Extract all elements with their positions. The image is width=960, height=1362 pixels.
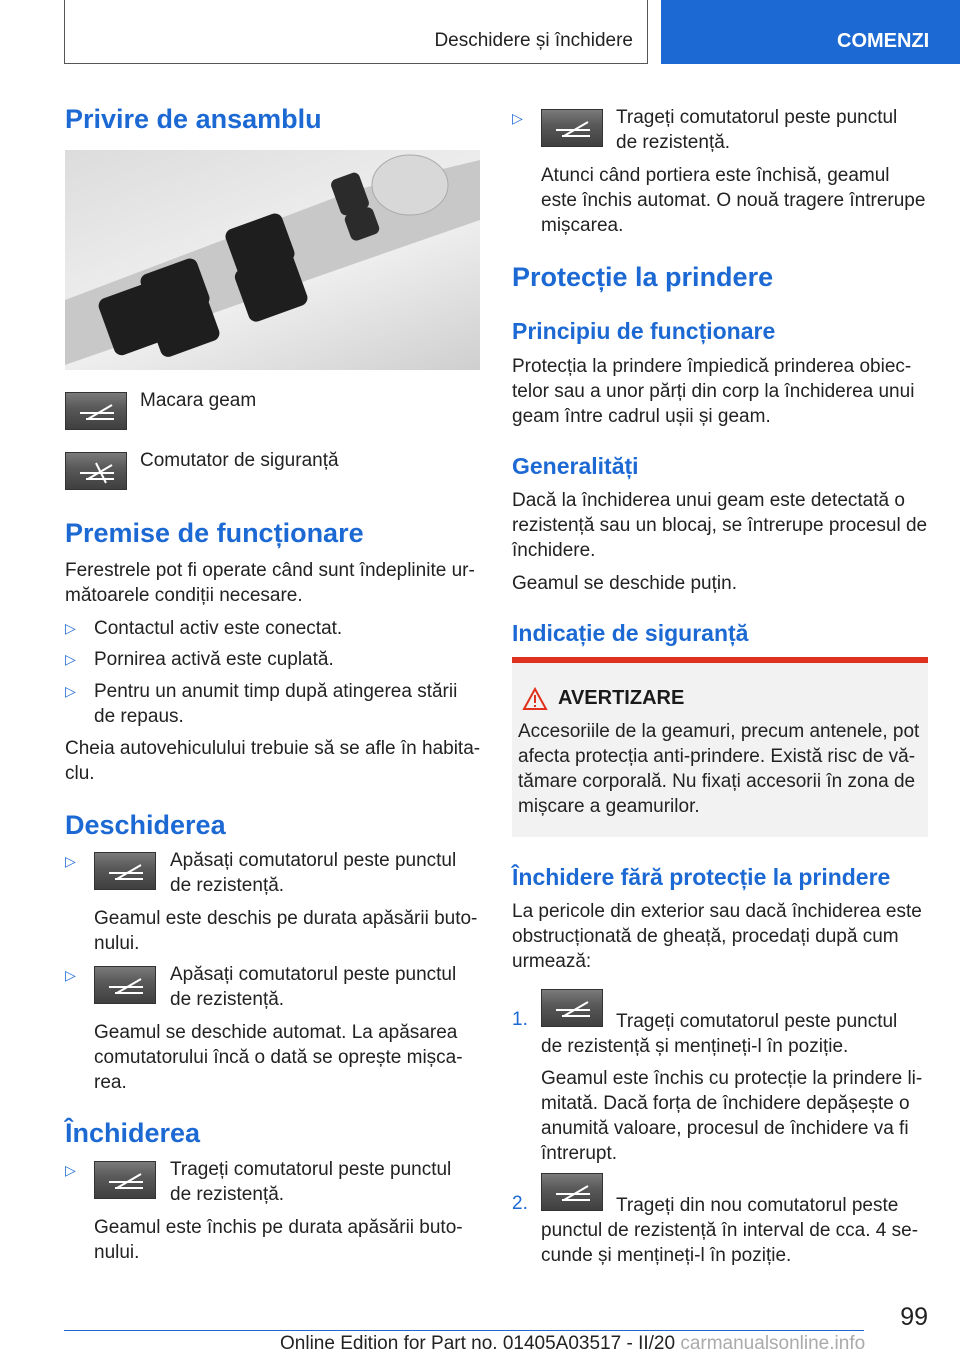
header-box [64,0,648,64]
window-lift-icon [541,1173,603,1211]
general-heading: Generalități [512,453,639,479]
bullet-icon: ▷ [65,683,76,699]
page-number: 99 [900,1303,928,1331]
step-result: mitată. Dacă forța de închidere depășește o [541,1093,910,1114]
step-text: de rezistență și mențineți-l în poziție. [541,1036,849,1057]
step-text: cunde și mențineți-l în poziție. [541,1245,792,1266]
step-text: punctul de rezistență în interval de cca. 4 se- [541,1220,919,1241]
warning-text: afecta protecția anti-prindere. Există risc de vă- [518,746,916,767]
step-result: mișcarea. [541,215,624,236]
legend-label: Comutator de siguranță [140,450,339,471]
step-result: Geamul este deschis pe durata apăsării buto- [94,908,478,929]
footer-divider [64,1330,864,1331]
step-text: Apăsați comutatorul peste punctul [170,850,457,871]
bullet-icon: ▷ [512,110,523,126]
list-item: Pornirea activă este cuplată. [94,649,334,670]
premise-heading: Premise de funcționare [65,518,364,548]
paragraph: telor sau a unor părți din corp la închiderea unui [512,381,915,402]
open-heading: Deschiderea [65,810,226,840]
pinch-heading: Protecție la prindere [512,262,774,292]
step-result: comutatorului încă o dată se oprește mișca- [94,1047,463,1068]
list-item: Contactul activ este conectat. [94,618,343,639]
step-result: nului. [94,933,140,954]
paragraph: La pericole din exterior sau dacă închiderea este [512,901,922,922]
list-item: de repaus. [94,706,184,727]
paragraph: clu. [65,763,95,784]
step-result: Geamul este închis pe durata apăsării buto- [94,1217,463,1238]
safety-switch-icon [65,452,127,490]
step-result: Atunci când portiera este închisă, geamul [541,165,890,186]
window-lift-icon [94,1161,156,1199]
step-result: Geamul este închis cu protecție la prindere li- [541,1068,923,1089]
safety-heading: Indicație de siguranță [512,620,749,646]
step-text: Trageți comutatorul peste punctul [616,107,898,128]
step-text: Apăsați comutatorul peste punctul [170,964,457,985]
step-text: Trageți comutatorul peste punctul [616,1011,898,1032]
step-text: de rezistență. [616,132,731,153]
paragraph: mătoarele condiții necesare. [65,585,303,606]
window-lift-icon [541,989,603,1027]
paragraph: urmează: [512,951,592,972]
warning-triangle-icon [522,687,548,711]
overview-heading: Privire de ansamblu [65,104,322,134]
paragraph: geam între cadrul ușii și geam. [512,406,771,427]
window-switch-photo [65,150,480,370]
bullet-icon: ▷ [65,1162,76,1178]
paragraph: Dacă la închiderea unui geam este detectată o [512,490,905,511]
window-lift-icon [541,109,603,147]
bullet-icon: ▷ [65,853,76,869]
step-result: este închis automat. O nouă tragere întrerupe [541,190,926,211]
step-text: Trageți din nou comutatorul peste [616,1195,899,1216]
bullet-icon: ▷ [65,620,76,636]
section-title: Deschidere și închidere [434,30,633,51]
warning-box [512,657,928,837]
step-number: 1. [512,1009,528,1030]
step-result: anumită valoare, procesul de închidere va fi [541,1118,909,1139]
legend-label: Macara geam [140,390,257,411]
window-lift-icon [94,966,156,1004]
step-text: de rezistență. [170,1184,285,1205]
close-heading: Închiderea [65,1118,201,1148]
paragraph: Geamul se deschide puțin. [512,573,737,594]
paragraph: Cheia autovehiculului trebuie să se afle în habita- [65,738,481,759]
step-text: Trageți comutatorul peste punctul [170,1159,452,1180]
window-lift-icon [94,852,156,890]
watermark: carmanualsonline.info [680,1333,866,1354]
step-result: nului. [94,1242,140,1263]
warning-text: Accesoriile de la geamuri, precum antenele, pot [518,721,920,742]
bullet-icon: ▷ [65,967,76,983]
footer-text [280,1333,865,1355]
paragraph: Protecția la prindere împiedică prinderea obiec- [512,356,912,377]
list-item: Pentru un anumit timp după atingerea stării [94,681,458,702]
paragraph: Ferestrele pot fi operate când sunt îndeplinite ur- [65,560,475,581]
step-result: rea. [94,1072,127,1093]
paragraph: rezistență sau un blocaj, se întrerupe procesul de [512,515,928,536]
warning-text: tămare corporală. Nu fixați accesorii în zona de [518,771,916,792]
step-result: întrerupt. [541,1143,618,1164]
step-result: Geamul se deschide automat. La apăsarea [94,1022,458,1043]
paragraph: obstrucționată de gheață, procedați după cum [512,926,899,947]
nopinch-heading: Închidere fără protecție la prindere [512,864,891,890]
principle-heading: Principiu de funcționare [512,318,776,344]
warning-title: AVERTIZARE [558,687,685,709]
window-lift-icon [65,392,127,430]
footer-edition: Online Edition for Part no. 01405A03517 - II/20 [280,1333,676,1354]
step-text: de rezistență. [170,875,285,896]
warning-text: mișcare a geamurilor. [518,796,700,817]
paragraph: închidere. [512,540,596,561]
step-number: 2. [512,1193,528,1214]
step-text: de rezistență. [170,989,285,1010]
bullet-icon: ▷ [65,651,76,667]
tab-comenzi[interactable]: COMENZI [661,0,960,64]
